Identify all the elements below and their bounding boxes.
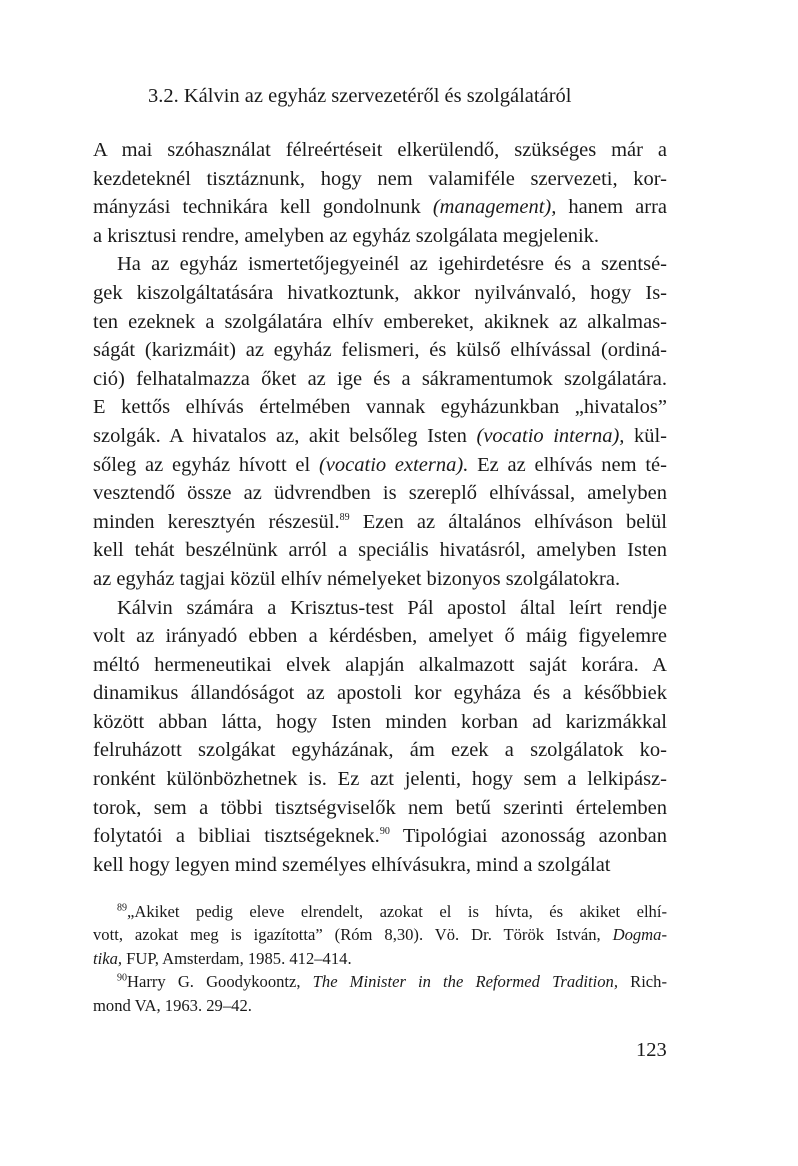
text-run: Kálvin számára a Krisztus-test Pál apostol által leírt rendje — [117, 596, 667, 619]
body-line — [93, 250, 667, 279]
footnote-line — [93, 970, 667, 993]
text-run: között abban látta, hogy Isten minden korban ad karizmákkal — [93, 710, 667, 733]
footnotes — [93, 900, 667, 1017]
body-line — [93, 822, 667, 851]
text-run: vesztendő össze az üdvrendben is szereplő elhívással, amelyben — [93, 482, 667, 505]
body-line — [93, 422, 667, 451]
italic-text: (vocatio externa). — [318, 453, 469, 476]
text-run: mond VA, 1963. 29–42. — [93, 995, 252, 1015]
text-run: FUP, Amsterdam, 1985. 412–414. — [122, 948, 352, 968]
body-line — [93, 508, 667, 537]
text-run: torok, sem a többi tisztségviselők nem betű szerinti értelemben — [93, 796, 667, 819]
body-line — [93, 308, 667, 337]
italic-text: (management), — [432, 196, 557, 219]
text-run: ció) felhatalmazza őket az ige és a sákramentumok szolgálatára. — [93, 367, 667, 390]
text-run: „Akiket pedig eleve elrendelt, azokat el is hívta, és akiket elhí- — [127, 902, 667, 921]
body-line — [93, 765, 667, 794]
page-number: 123 — [636, 1039, 667, 1061]
footnote-line — [93, 994, 667, 1017]
footnote-line — [93, 900, 667, 923]
text-run: Tipológiai azonosság azonban — [389, 825, 667, 848]
body-line — [93, 794, 667, 823]
text-run: kell hogy legyen mind személyes elhívásukra, mind a szolgálat — [93, 853, 611, 876]
body-line — [93, 193, 667, 222]
body-line — [93, 479, 667, 508]
body-line — [93, 851, 667, 880]
footnote-line — [93, 923, 667, 946]
text-run: Ez az elhívás nem té- — [468, 453, 667, 476]
text-run: E kettős elhívás értelmében vannak egyházunkban „hivatalos” — [93, 396, 667, 419]
body-line — [93, 365, 667, 394]
text-run: Rich- — [618, 972, 667, 992]
text-run: Ha az egyház ismertetőjegyeinél az igehirdetésre és a szentsé- — [117, 253, 667, 276]
text-run: folytatói a bibliai tisztségeknek. — [93, 825, 380, 848]
text-run: Harry G. Goodykoontz, — [127, 972, 313, 992]
text-run: minden keresztyén részesül. — [93, 510, 340, 533]
body-line — [93, 708, 667, 737]
text-run: méltó hermeneutikai elvek alapján alkalmazott saját korára. A — [93, 653, 667, 676]
text-run: ronként különbözhetnek is. Ez azt jelenti, hogy sem a lelkipász- — [93, 768, 667, 791]
text-run: felruházott szolgákat egyházának, ám ezek a szolgálatok ko- — [93, 739, 667, 762]
body-line — [93, 165, 667, 194]
body-line — [93, 336, 667, 365]
body-line — [93, 279, 667, 308]
footnote-ref: 90 — [117, 972, 127, 984]
section-heading: 3.2. Kálvin az egyház szervezetéről és szolgálatáról — [148, 85, 572, 107]
text-run: kül- — [624, 424, 667, 447]
body-line — [93, 594, 667, 623]
footnote-line — [93, 947, 667, 970]
text-run: kell tehát beszélnünk arról a speciális hivatásról, amelyben Isten — [93, 539, 667, 562]
text-run: szolgák. A hivatalos az, akit belsőleg Isten — [93, 424, 477, 447]
body-line — [93, 536, 667, 565]
footnote-ref: 89 — [117, 902, 127, 914]
body-line — [93, 393, 667, 422]
body-line — [93, 622, 667, 651]
text-run: ten ezeknek a szolgálatára elhív embereket, akiknek az alkalmas- — [93, 310, 667, 333]
body-line — [93, 736, 667, 765]
body-line — [93, 651, 667, 680]
body-line — [93, 222, 667, 251]
text-run: kezdeteknél tisztáznunk, hogy nem valamiféle szervezeti, kor- — [93, 167, 667, 190]
text-run: volt az irányadó ebben a kérdésben, amelyet ő máig figyelemre — [93, 625, 667, 648]
italic-text: (vocatio interna), — [476, 424, 625, 447]
text-run: dinamikus állandóságot az apostoli kor egyháza és a későbbiek — [93, 682, 667, 705]
text-run: Ezen az általános elhíváson belül — [349, 510, 667, 533]
body-line — [93, 565, 667, 594]
main-text — [93, 136, 667, 879]
text-run: az egyház tagjai közül elhív némelyeket bizonyos szolgálatokra. — [93, 567, 621, 590]
text-run: hanem arra — [556, 196, 667, 219]
italic-text: The Minister in the Reformed Tradition, — [312, 972, 619, 992]
text-run: sőleg az egyház hívott el — [93, 453, 319, 476]
text-run: ságát (karizmáit) az egyház felismeri, és külső elhívással (ordiná- — [93, 339, 667, 362]
text-run: A mai szóhasználat félreértéseit elkerülendő, szükséges már a — [93, 139, 667, 161]
text-run: a krisztusi rendre, amelyben az egyház szolgálata megjelenik. — [93, 224, 600, 247]
italic-text: Dogma- — [612, 925, 667, 945]
body-line — [93, 451, 667, 480]
text-run: vott, azokat meg is igazította” (Róm 8,30). Vö. Dr. Török István, — [93, 925, 613, 945]
footnote-ref: 89 — [339, 511, 350, 523]
body-line — [93, 136, 667, 165]
footnote-ref: 90 — [379, 826, 390, 838]
italic-text: tika, — [93, 948, 123, 968]
text-run: mányzási technikára kell gondolnunk — [93, 196, 433, 219]
body-line — [93, 679, 667, 708]
text-run: gek kiszolgáltatására hivatkoztunk, akkor nyilvánvaló, hogy Is- — [93, 281, 667, 304]
